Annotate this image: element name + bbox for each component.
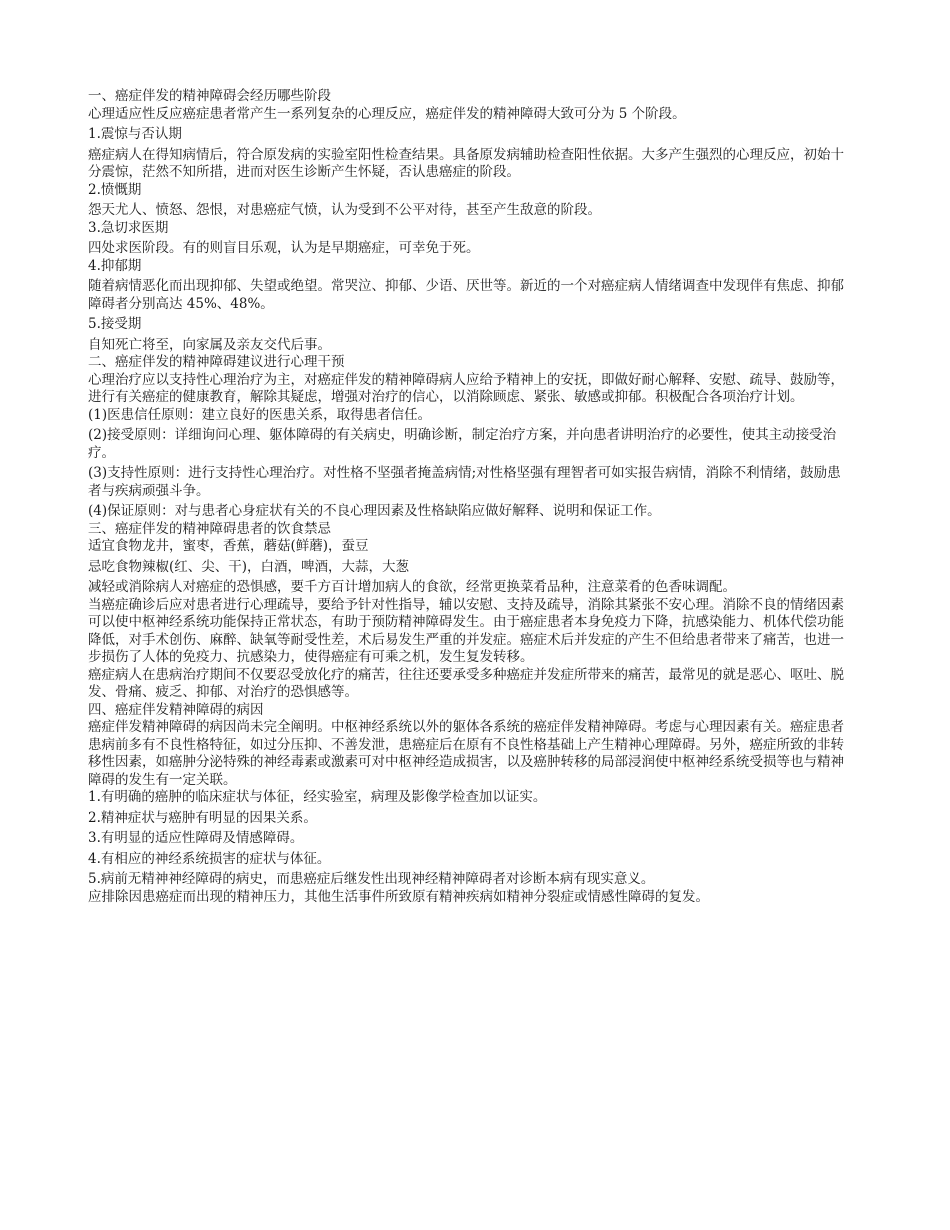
section-heading-2: 二、癌症伴发的精神障碍建议进行心理干预: [88, 354, 345, 370]
subheading: 2.愤慨期: [88, 181, 142, 198]
criteria-item: 3.有明显的适应性障碍及情感障碍。: [88, 830, 304, 846]
subheading: 4.抑郁期: [88, 257, 142, 274]
suitable-foods: 适宜食物龙井，蜜枣，香蕉，蘑菇(鲜蘑)，蚕豆: [88, 538, 369, 554]
principle-item: (3)支持性原则：进行支持性心理治疗。对性格不坚强者掩盖病情;对性格坚强有理智者可如实报告病情，消除不利情绪，鼓励患者与疾病顽强斗争。: [88, 465, 841, 499]
paragraph: 四处求医阶段。有的则盲目乐观，认为是早期癌症，可幸免于死。: [88, 240, 480, 256]
principle-item: (4)保证原则：对与患者心身症状有关的不良心理因素及性格缺陷应做好解释、说明和保证工作。: [88, 503, 661, 519]
paragraph: 癌症病人在得知病情后，符合原发病的实验室阳性检查结果。具备原发病辅助检查阳性依据。大多产生强烈的心理反应，初始十分震惊，茫然不知所措，进而对医生诊断产生怀疑，否认患癌症的阶段。: [88, 146, 844, 180]
paragraph: 减轻或消除病人对癌症的恐惧感，要千方百计增加病人的食欲，经常更换菜肴品种，注意菜肴的色香味调配。: [88, 579, 736, 595]
section-heading-1: 一、癌症伴发的精神障碍会经历哪些阶段: [88, 88, 331, 104]
subheading: 1.震惊与否认期: [88, 126, 182, 142]
criteria-item: 5.病前无精神神经障碍的病史，而患癌症后继发性出现神经精神障碍者对诊断本病有现实意义。: [88, 871, 655, 887]
principle-item: (1)医患信任原则：建立良好的医患关系，取得患者信任。: [88, 406, 432, 423]
principle-item: (2)接受原则：详细询问心理、躯体障碍的有关病史，明确诊断，制定治疗方案，并向患者讲明治疗的必要性，使其主动接受治疗。: [88, 427, 837, 461]
paragraph: 自知死亡将至，向家属及亲友交代后事。: [88, 336, 331, 353]
paragraph: 心理治疗应以支持性心理治疗为主，对癌症伴发的精神障碍病人应给予精神上的安抚，即做好耐心解释、安慰、疏导、鼓励等，进行有关癌症的健康教育，解除其疑虑，增强对治疗的信心，以消除顾虑、紧张、敏感或抑郁。积极配合各项治疗计划。: [88, 371, 844, 405]
criteria-item: 4.有相应的神经系统损害的症状与体征。: [88, 850, 331, 867]
paragraph: 怨天尤人、愤怒、怨恨，对患癌症气愤，认为受到不公平对待，甚至产生敌意的阶段。: [88, 202, 601, 218]
section-heading-3: 三、癌症伴发的精神障碍患者的饮食禁忌: [88, 520, 331, 537]
criteria-item: 1.有明确的癌肿的临床症状与体征，经实验室，病理及影像学检查加以证实。: [88, 789, 547, 805]
paragraph: 心理适应性反应癌症患者常产生一系列复杂的心理反应，癌症伴发的精神障碍大致可分为 5 个阶段。: [88, 105, 686, 122]
subheading: 5.接受期: [88, 316, 142, 332]
criteria-item: 2.精神症状与癌肿有明显的因果关系。: [88, 809, 317, 826]
paragraph: 随着病情恶化而出现抑郁、失望或绝望。常哭泣、抑郁、少语、厌世等。新近的一个对癌症病人情绪调查中发现伴有焦虑、抑郁障碍者分别高达 45%、48%。: [88, 278, 844, 312]
paragraph: 癌症伴发精神障碍的病因尚未完全阐明。中枢神经系统以外的躯体各系统的癌症伴发精神障碍。考虑与心理因素有关。癌症患者患病前多有不良性格特征，如过分压抑、不善发泄，患癌症后在原有不良性格基础上产生精神心理障碍。另外，癌症所致的非转移性因素，如癌肿分泌特殊的神经毒素或激素可对中枢神经造成损害，以及癌肿转移的局部浸润使中枢神经系统受损等也与精神障碍的发生有一定关联。: [88, 719, 844, 788]
paragraph: 应排除因患癌症而出现的精神压力，其他生活事件所致原有精神疾病如精神分裂症或情感性障碍的复发。: [88, 888, 709, 905]
avoid-foods: 忌吃食物辣椒(红、尖、干)，白酒，啤酒，大蒜，大葱: [88, 558, 410, 575]
subheading: 3.急切求医期: [88, 219, 169, 236]
paragraph: 当癌症确诊后应对患者进行心理疏导，要给予针对性指导，辅以安慰、支持及疏导，消除其紧张不安心理。消除不良的情绪因素可以使中枢神经系统功能保持正常状态，有助于预防精神障碍发生。由于癌症患者本身免疫力下降，抗感染能力、机体代偿功能降低，对手术创伤、麻醉、缺氧等耐受性差，术后易发生严重的并发症。癌症术后并发症的产生不但给患者带来了痛苦，也进一步损伤了人体的免疫力、抗感染力，使得癌症有可乘之机，发生复发转移。: [88, 596, 844, 665]
paragraph: 癌症病人在患病治疗期间不仅要忍受放化疗的痛苦，往往还要承受多种癌症并发症所带来的痛苦，最常见的就是恶心、呕吐、脱发、骨痛、疲乏、抑郁、对治疗的恐惧感等。: [88, 666, 844, 700]
section-heading-4: 四、癌症伴发精神障碍的病因: [88, 701, 264, 718]
